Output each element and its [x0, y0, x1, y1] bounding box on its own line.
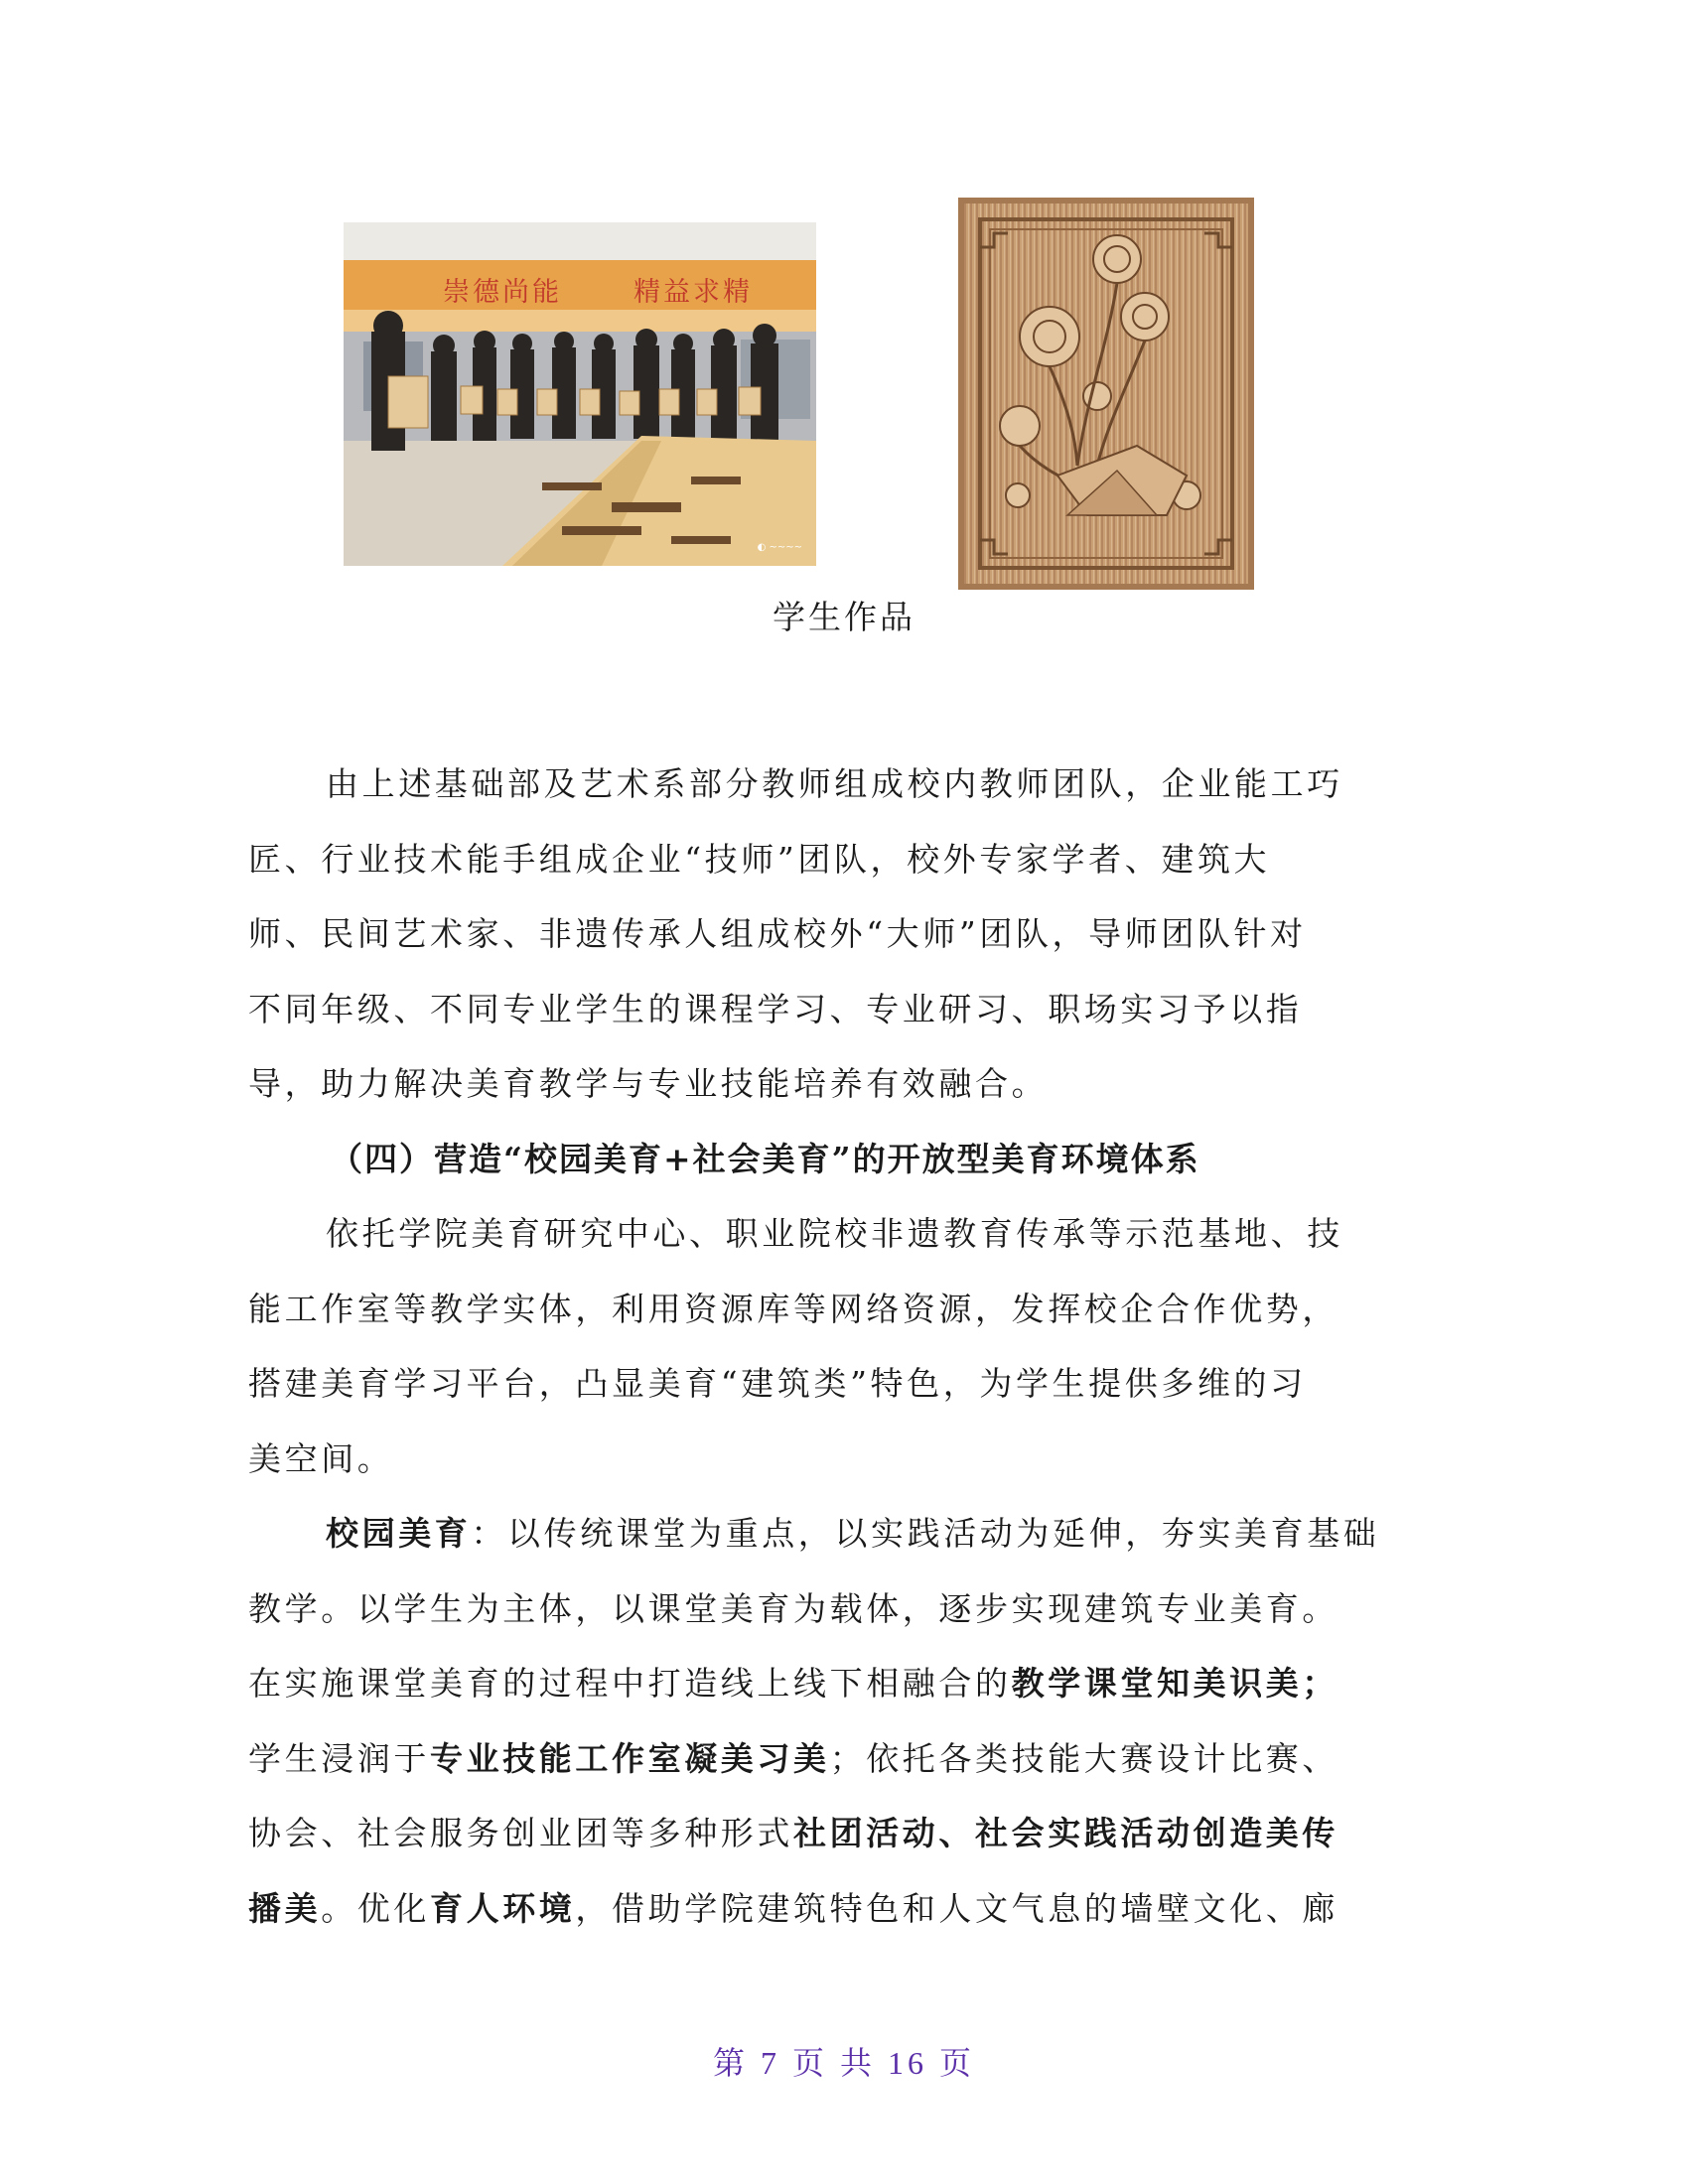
p3-line-3 — [248, 1646, 1440, 1721]
p3-line-4-rest: ；依托各类技能大赛设计比赛、 — [829, 1738, 1339, 1778]
p3-line-6-rest: ，借助学院建筑特色和人文气息的墙壁文化、廊 — [575, 1888, 1339, 1928]
p3-line-3-text: 在实施课堂美育的过程中打造线上线下相融合的 — [248, 1664, 1012, 1703]
p3-line-3-punct: ； — [1302, 1664, 1339, 1703]
svg-text:◐ ~~~~: ◐ ~~~~ — [757, 542, 802, 553]
p3-line-5 — [248, 1796, 1440, 1871]
p3-bold-spread: 播美 — [248, 1888, 322, 1928]
p3-line-5-text: 协会、社会服务创业团等多种形式 — [248, 1814, 793, 1852]
p2-line-3: 搭建美育学习平台，凸显美育“建筑类”特色，为学生提供多维的习 — [248, 1364, 1307, 1403]
figure-caption: 学生作品 — [773, 598, 915, 636]
p3-bold-classroom: 教学课堂知美识美 — [1011, 1664, 1303, 1703]
wood-carving-photo — [958, 198, 1254, 590]
p1-line-4: 不同年级、不同专业学生的课程学习、专业研习、职场实习予以指 — [248, 989, 1303, 1028]
p2-line-1: 依托学院美育研究中心、职业院校非遗教育传承等示范基地、技 — [326, 1214, 1343, 1253]
p3-bold-environment: 育人环境 — [430, 1888, 576, 1928]
p2-line-2: 能工作室等教学实体，利用资源库等网络资源，发挥校企合作优势， — [248, 1289, 1338, 1328]
p3-line-1-text: ：以传统课堂为重点，以实践活动为延伸，夯实美育基础 — [471, 1514, 1380, 1553]
banner-left-text: 崇德尚能 — [443, 277, 562, 308]
page-number-footer: 第 7 页 共 16 页 — [712, 2045, 975, 2081]
p3-line-4-text: 学生浸润于 — [248, 1738, 430, 1778]
p2-line-4: 美空间。 — [248, 1438, 394, 1478]
body-text — [248, 747, 1440, 1946]
p3-line-6-text: 。优化 — [321, 1888, 431, 1928]
p3-line-1 — [248, 1496, 1440, 1571]
p3-bold-activities: 社团活动、社会实践活动创造美传 — [793, 1814, 1338, 1852]
p3-bold-campus: 校园美育 — [326, 1514, 472, 1553]
banner-right-text: 精益求精 — [633, 277, 753, 308]
p3-line-4 — [248, 1721, 1440, 1797]
p1-line-5: 导，助力解决美育教学与专业技能培养有效融合。 — [248, 1064, 1049, 1103]
p3-bold-studio: 专业技能工作室凝美习美 — [430, 1738, 830, 1778]
p1-line-2: 匠、行业技术能手组成企业“技师”团队，校外专家学者、建筑大 — [248, 839, 1271, 879]
section-heading: （四）营造“校园美育+社会美育”的开放型美育环境体系 — [330, 1139, 1200, 1178]
p3-line-6 — [248, 1871, 1440, 1947]
p3-line-2: 教学。以学生为主体，以课堂美育为载体，逐步实现建筑专业美育。 — [248, 1588, 1338, 1628]
student-group-photo — [344, 222, 816, 566]
p1-line-3: 师、民间艺术家、非遗传承人组成校外“大师”团队，导师团队针对 — [248, 914, 1307, 953]
p1-line-1: 由上述基础部及艺术系部分教师组成校内教师团队，企业能工巧 — [326, 764, 1343, 803]
